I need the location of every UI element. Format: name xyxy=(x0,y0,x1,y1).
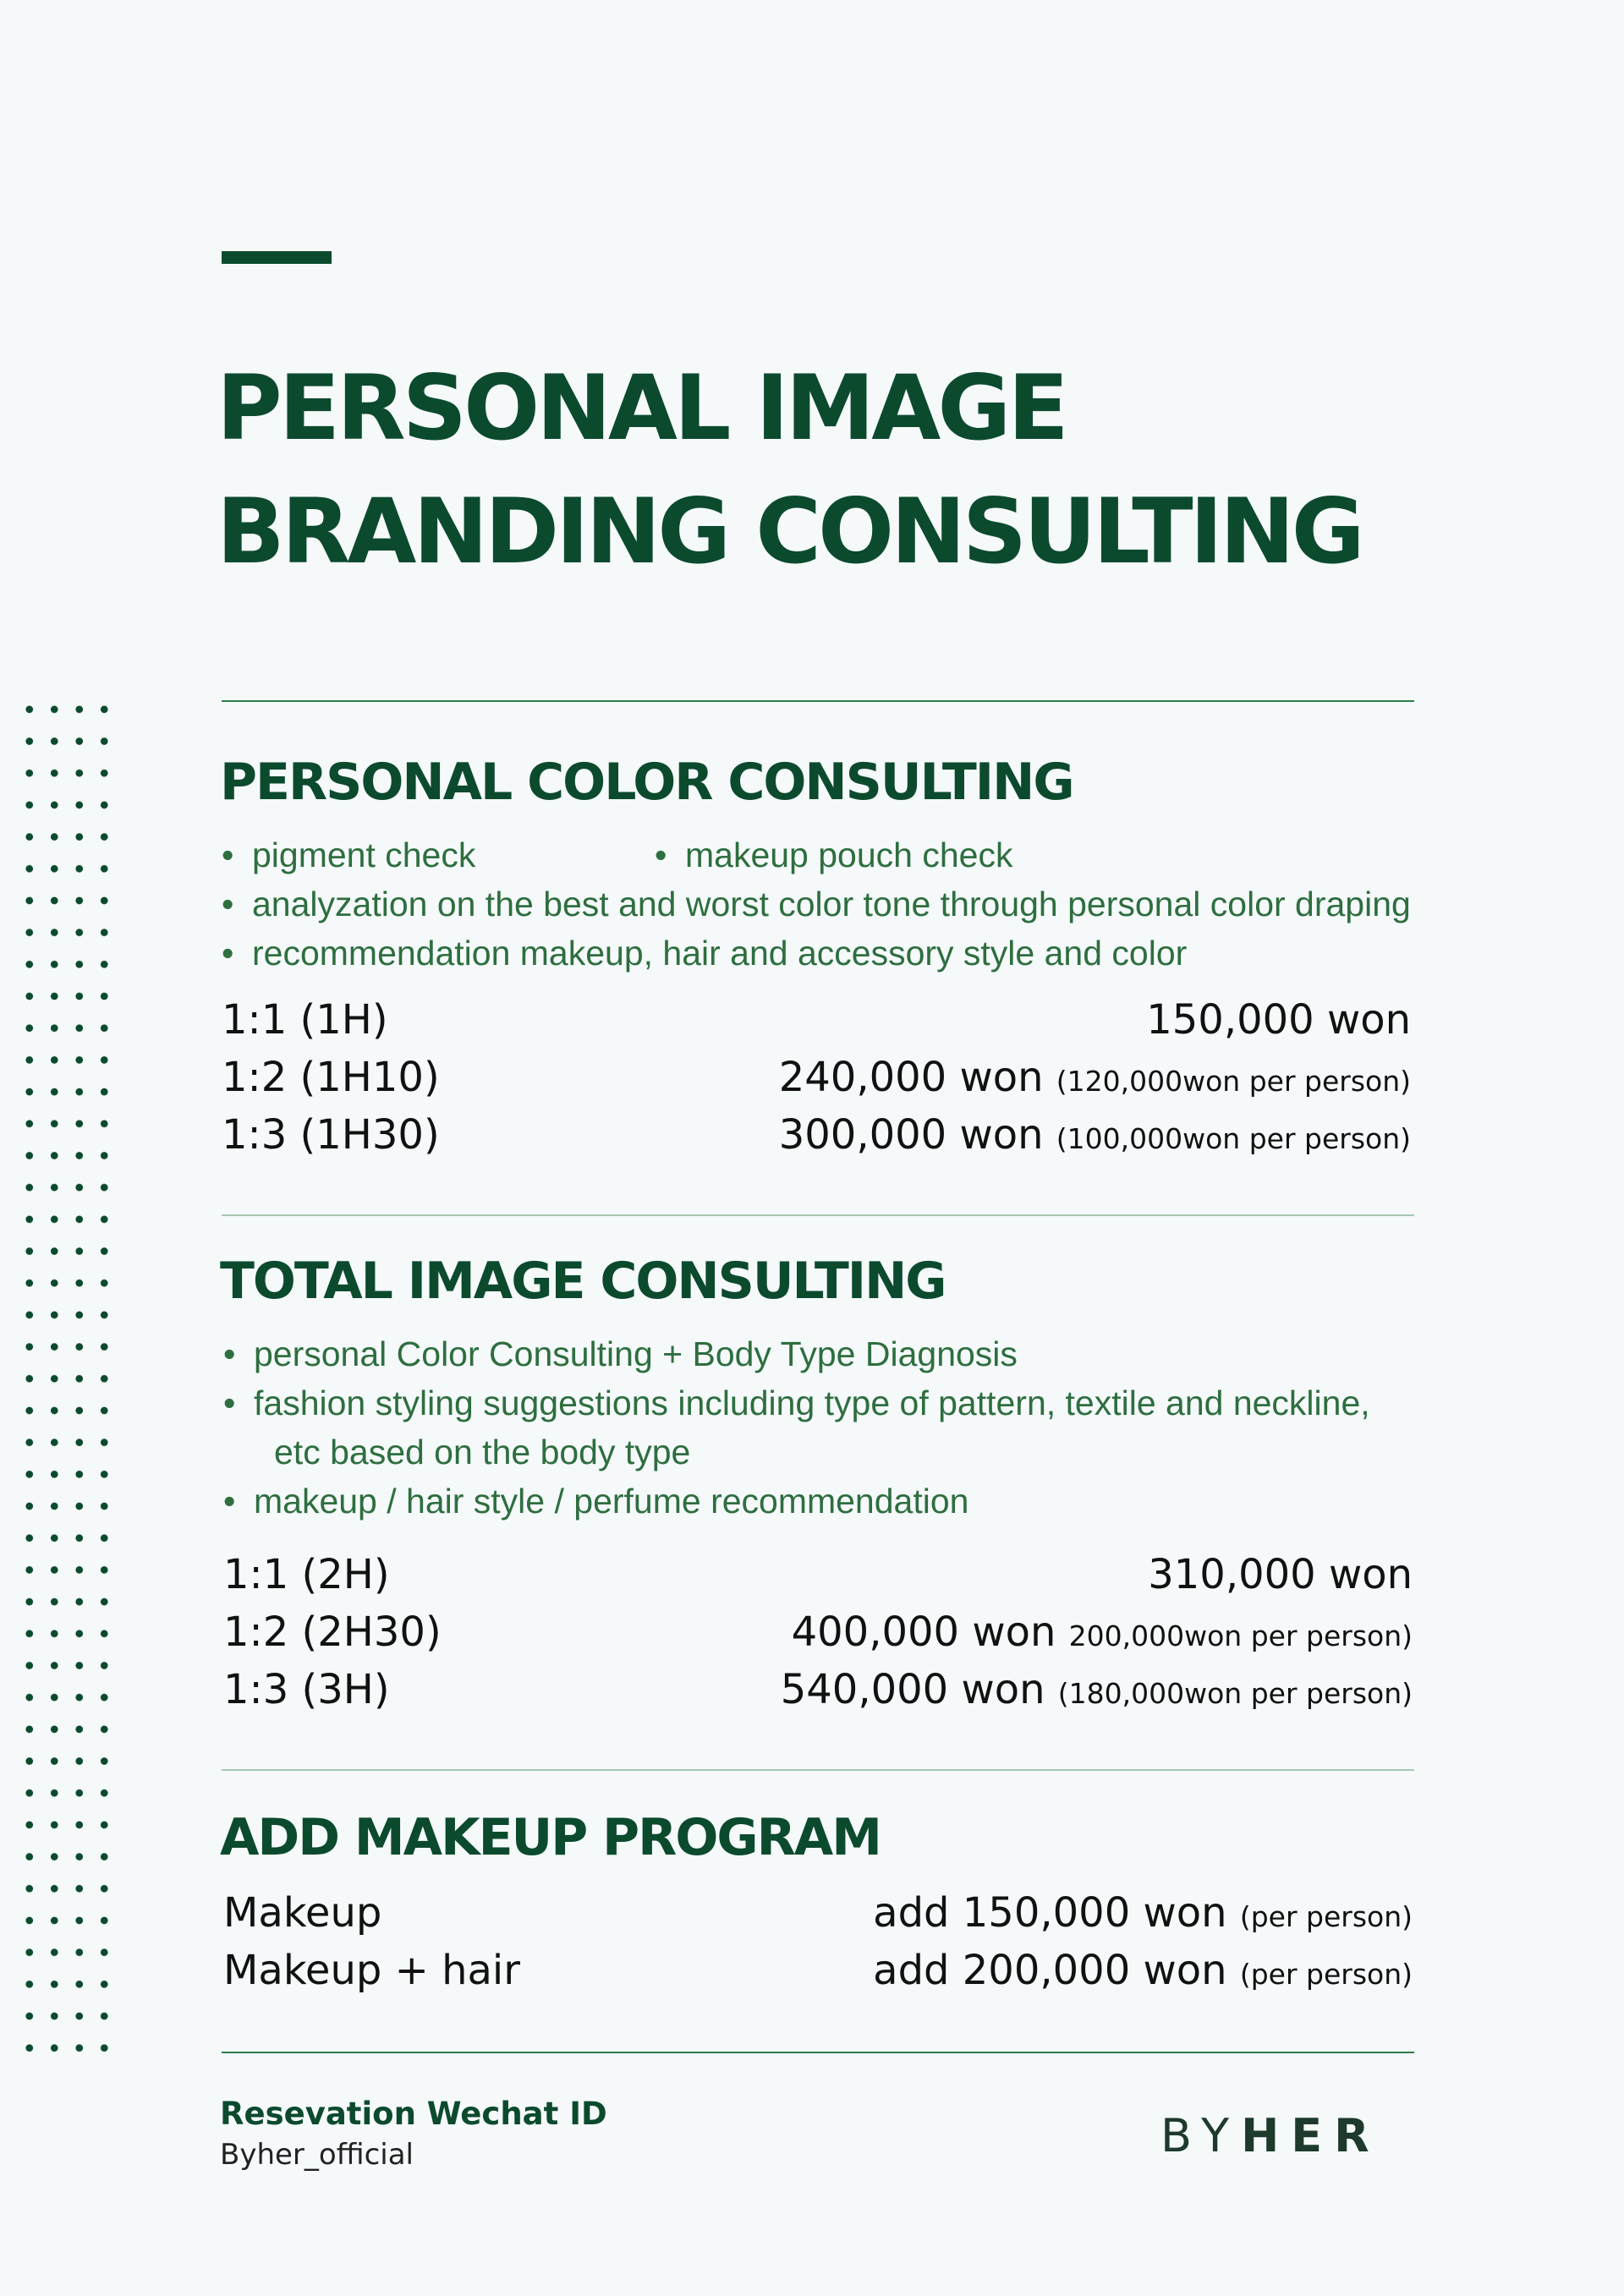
price-row xyxy=(223,1889,1413,1947)
list-item-continuation: etc based on the body type xyxy=(274,1433,691,1471)
makeup-program-price-table xyxy=(223,1889,1413,2004)
price-note: (per person) xyxy=(1239,1900,1413,1933)
price-note: 200,000won per person) xyxy=(1068,1619,1413,1652)
price-row xyxy=(222,1111,1411,1169)
price-label: Makeup xyxy=(223,1889,382,1937)
price-amount-group xyxy=(1148,1551,1413,1598)
price-row xyxy=(223,1608,1413,1666)
price-label: 1:1 (2H) xyxy=(223,1551,390,1598)
price-row xyxy=(223,1551,1413,1608)
price-note: (180,000won per person) xyxy=(1057,1677,1413,1710)
total-image-bullet-list xyxy=(223,1329,1370,1526)
section-title-makeup-program: ADD MAKEUP PROGRAM xyxy=(220,1808,881,1867)
price-amount-group xyxy=(873,1889,1413,1937)
price-amount-group xyxy=(779,1054,1411,1101)
price-note: (100,000won per person) xyxy=(1056,1122,1411,1155)
brand-logo-part-2: HER xyxy=(1241,2109,1381,2162)
section-divider xyxy=(222,1214,1414,1216)
list-item: • fashion styling suggestions including type of pattern, textile and neckline, xyxy=(223,1378,1370,1427)
personal-color-price-table xyxy=(222,996,1411,1169)
price-amount-group xyxy=(873,1947,1413,1994)
section-title-personal-color: PERSONAL COLOR CONSULTING xyxy=(220,753,1073,812)
section-divider xyxy=(222,1769,1414,1771)
accent-bar xyxy=(222,251,332,264)
price-amount: 240,000 won xyxy=(778,1054,1044,1101)
price-row xyxy=(223,1666,1413,1723)
price-amount: add 150,000 won xyxy=(873,1889,1227,1937)
price-amount: 310,000 won xyxy=(1148,1551,1413,1598)
price-amount: 400,000 won xyxy=(791,1608,1056,1656)
price-label: 1:3 (3H) xyxy=(223,1666,390,1713)
page-title-line-1: PERSONAL IMAGE xyxy=(217,356,1066,460)
price-amount: 540,000 won xyxy=(780,1666,1045,1713)
personal-color-bullet-list xyxy=(222,830,1411,978)
price-label: 1:2 (1H10) xyxy=(222,1054,440,1101)
bullet-pigment-check: • pigment check xyxy=(222,836,476,874)
section-divider xyxy=(222,700,1414,702)
price-row xyxy=(223,1947,1413,2004)
price-note: (per person) xyxy=(1239,1958,1413,1991)
decorative-dot-grid xyxy=(17,693,118,2072)
list-item: • personal Color Consulting + Body Type Diagnosis xyxy=(223,1329,1370,1378)
list-item xyxy=(222,830,1411,879)
brand-logo xyxy=(1160,2109,1381,2162)
page-title xyxy=(217,347,1362,594)
price-label: Makeup + hair xyxy=(223,1947,520,1994)
bullet-makeup-pouch-check: • makeup pouch check xyxy=(655,836,1013,874)
price-amount-group xyxy=(792,1608,1413,1656)
price-label: 1:3 (1H30) xyxy=(222,1111,440,1159)
price-amount-group xyxy=(781,1666,1413,1713)
wechat-id: Byher_official xyxy=(220,2138,414,2172)
price-label: 1:1 (1H) xyxy=(222,996,388,1044)
price-amount-group xyxy=(779,1111,1411,1159)
price-row xyxy=(222,996,1411,1054)
bullet-text: pigment check xyxy=(252,836,476,874)
list-item: • makeup / hair style / perfume recommendation xyxy=(223,1477,1370,1526)
price-note: (120,000won per person) xyxy=(1056,1065,1411,1098)
list-item: • recommendation makeup, hair and accessory style and color xyxy=(222,929,1411,978)
list-item: • analyzation on the best and worst color tone through personal color draping xyxy=(222,879,1411,929)
price-row xyxy=(222,1054,1411,1111)
footer-divider xyxy=(222,2052,1414,2053)
price-amount: add 200,000 won xyxy=(873,1947,1227,1994)
price-amount: 300,000 won xyxy=(778,1111,1044,1159)
reservation-label: Resevation Wechat ID xyxy=(220,2096,607,2132)
price-label: 1:2 (2H30) xyxy=(223,1608,442,1656)
price-amount-group xyxy=(1146,996,1411,1044)
section-title-total-image: TOTAL IMAGE CONSULTING xyxy=(220,1252,946,1311)
brand-logo-part-1: BY xyxy=(1160,2109,1242,2162)
bullet-text: makeup pouch check xyxy=(685,836,1013,874)
price-amount: 150,000 won xyxy=(1146,996,1411,1044)
total-image-price-table xyxy=(223,1551,1413,1723)
page-title-line-2: BRANDING CONSULTING xyxy=(217,479,1362,584)
